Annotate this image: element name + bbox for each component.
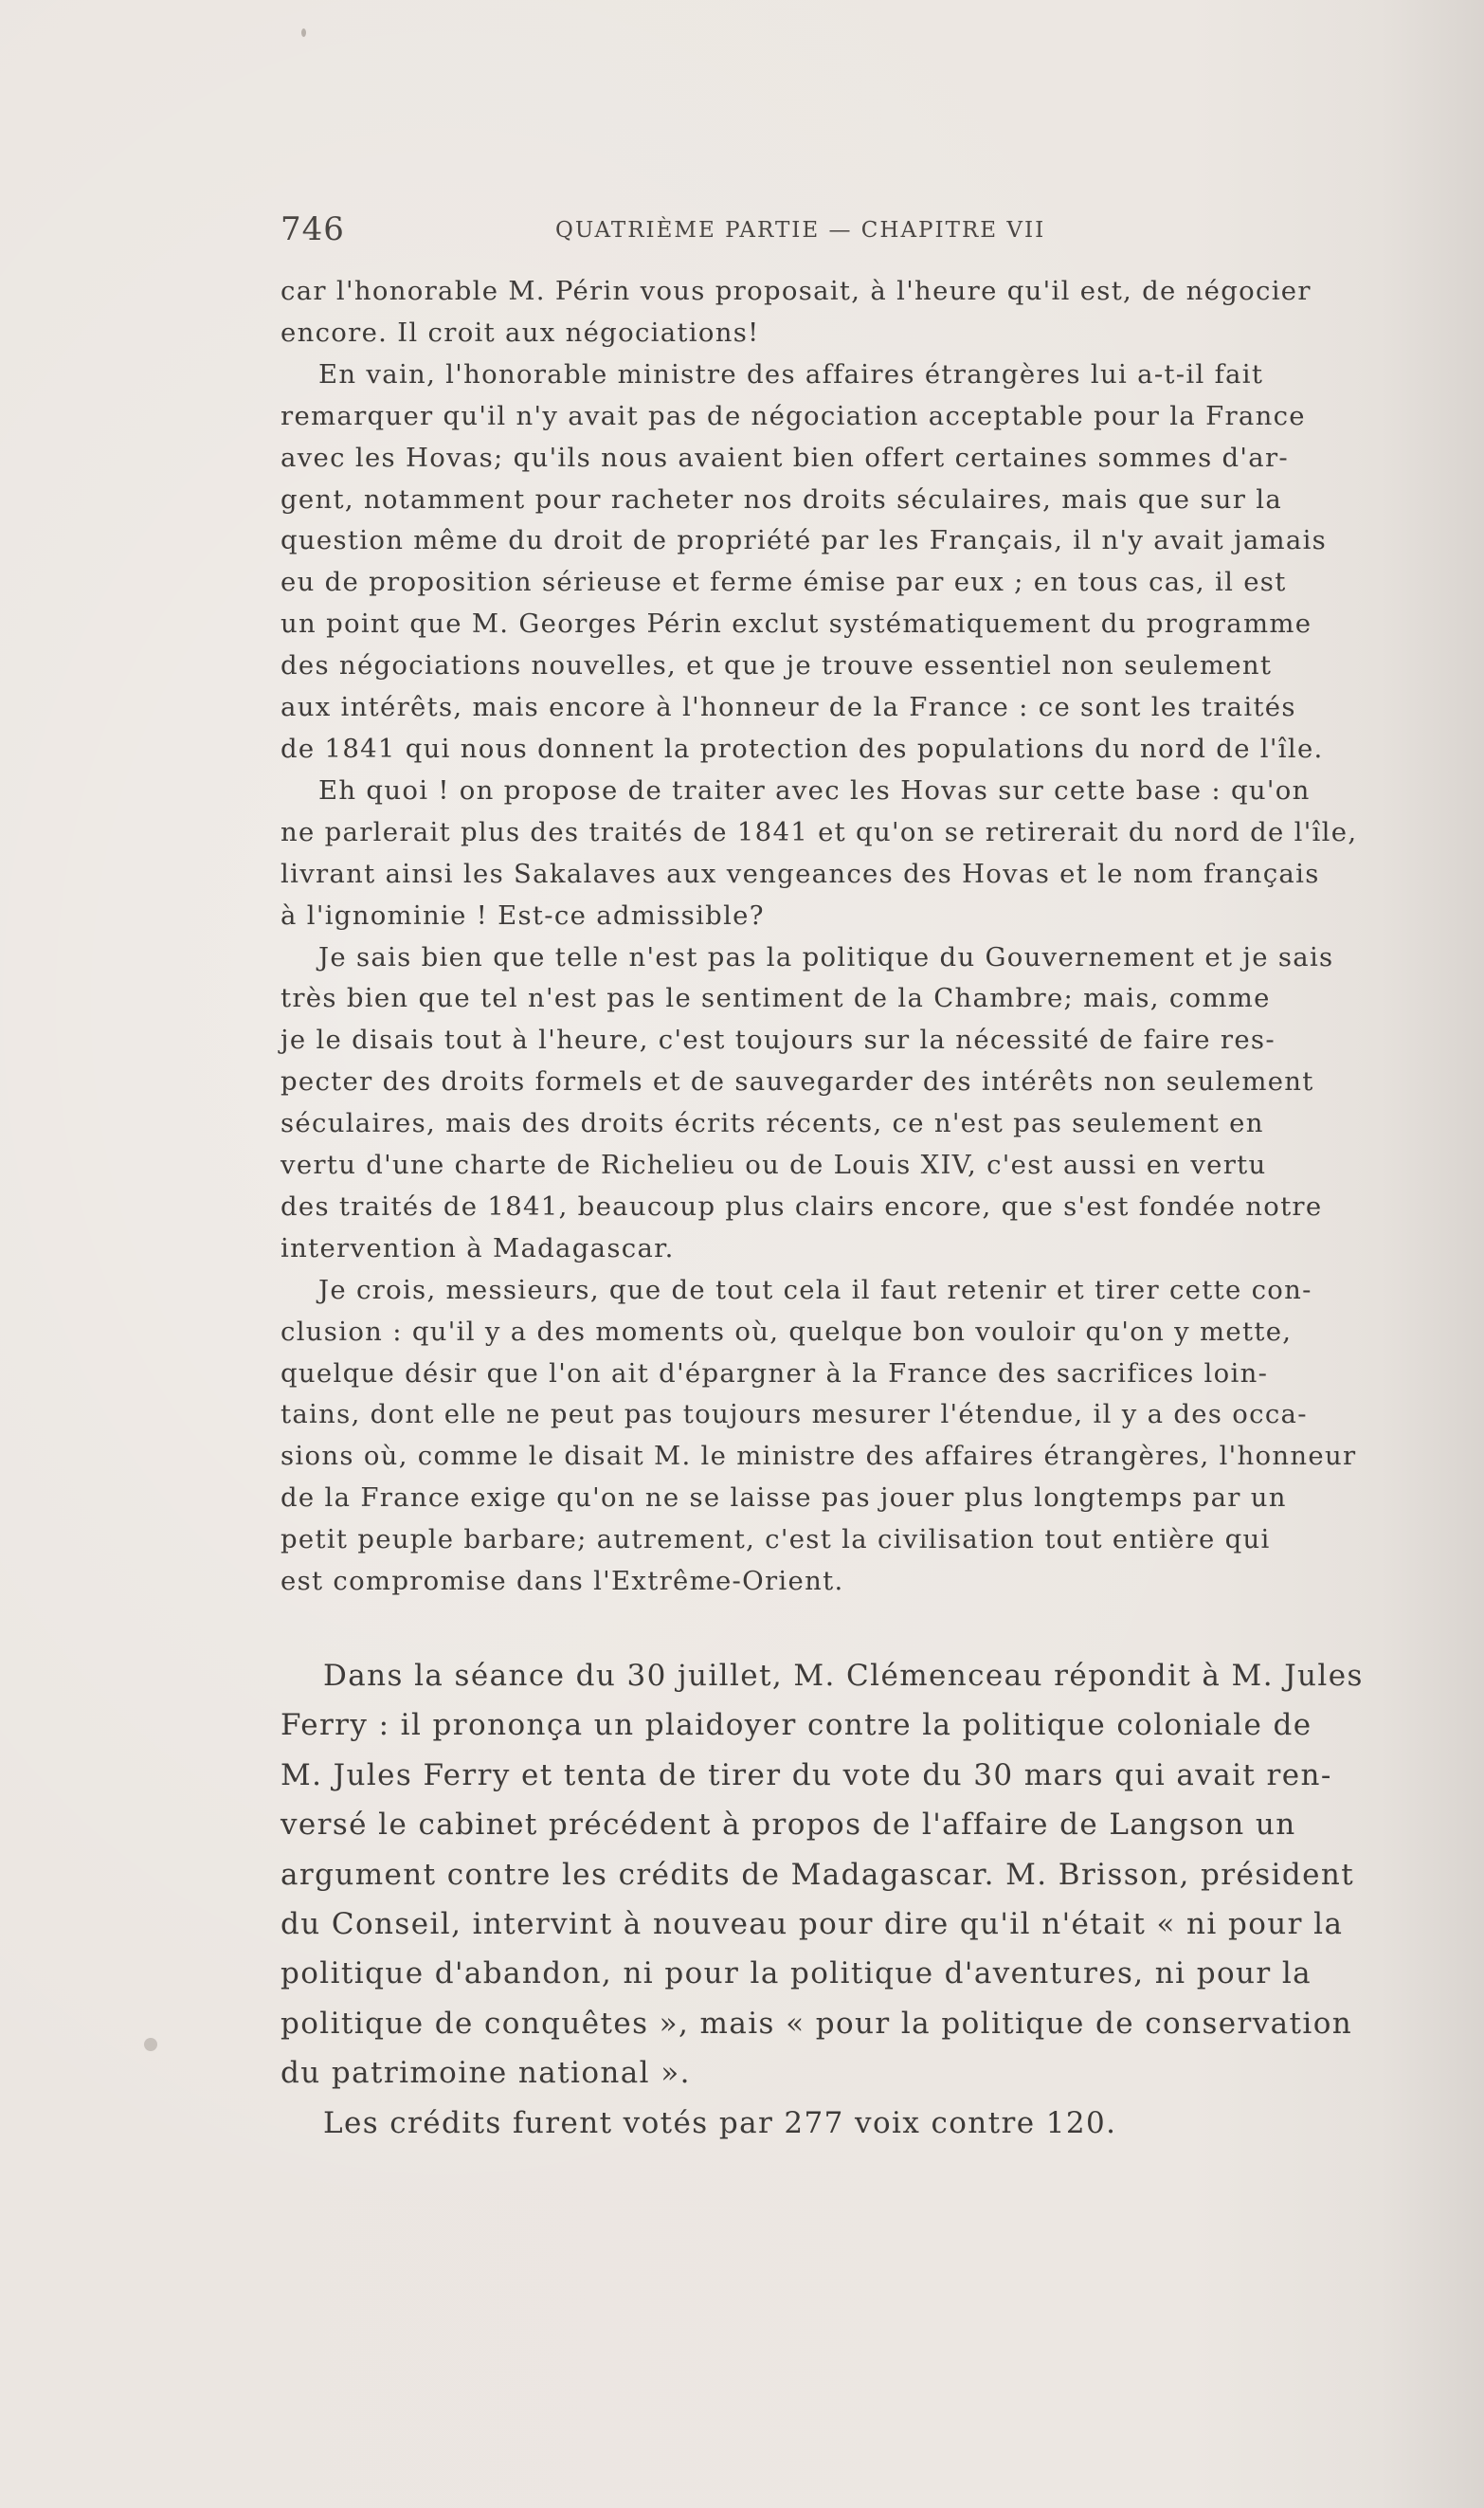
paper-speck [301, 28, 306, 37]
text-line: des traités de 1841, beaucoup plus clairs encore, que s'est fondée notre [281, 1190, 1323, 1222]
text-line: du patrimoine national ». [281, 2056, 691, 2091]
text-line: clusion : qu'il y a des moments où, quelque bon vouloir qu'on y mette, [281, 1316, 1293, 1347]
text-line: intervention à Madagascar. [281, 1232, 675, 1263]
narrative-block [281, 1651, 1418, 2148]
text-line: aux intérêts, mais encore à l'honneur de la France : ce sont les traités [281, 692, 1296, 723]
text-line: de 1841 qui nous donnent la protection des populations du nord de l'île. [281, 733, 1324, 764]
text-line: petit peuple barbare; autrement, c'est la civilisation tout entière qui [281, 1524, 1271, 1555]
text-line: En vain, l'honorable ministre des affaires étrangères lui a-t-il fait [318, 358, 1264, 390]
text-line: est compromise dans l'Extrême-Orient. [281, 1566, 844, 1597]
text-line: tains, dont elle ne peut pas toujours mesurer l'étendue, il y a des occa- [281, 1399, 1308, 1430]
text-line: des négociations nouvelles, et que je trouve essentiel non seulement [281, 650, 1273, 682]
text-line: à l'ignominie ! Est-ce admissible? [281, 900, 765, 931]
quoted-speech-block [281, 271, 1418, 1603]
text-line: versé le cabinet précédent à propos de l'affaire de Langson un [281, 1808, 1296, 1843]
text-line: pecter des droits formels et de sauvegarder des intérêts non seulement [281, 1066, 1314, 1098]
text-line: livrant ainsi les Sakalaves aux vengeances des Hovas et le nom français [281, 858, 1320, 889]
text-line: Les crédits furent votés par 277 voix contre 120. [323, 2105, 1117, 2140]
text-line: Dans la séance du 30 juillet, M. Clémenceau répondit à M. Jules [323, 1659, 1364, 1693]
text-line: Je sais bien que telle n'est pas la politique du Gouvernement et je sais [318, 941, 1334, 972]
page-header [281, 210, 1437, 248]
text-line: Je crois, messieurs, que de tout cela il faut retenir et tirer cette con- [318, 1274, 1312, 1305]
running-head: QUATRIÈME PARTIE — CHAPITRE VII [555, 218, 1046, 243]
text-line: gent, notamment pour racheter nos droits séculaires, mais que sur la [281, 483, 1283, 515]
text-line: quelque désir que l'on ait d'épargner à la France des sacrifices loin- [281, 1357, 1269, 1389]
page-number: 746 [281, 210, 345, 248]
text-line: vertu d'une charte de Richelieu ou de Louis XIV, c'est aussi en vertu [281, 1150, 1267, 1181]
text-line: politique de conquêtes », mais « pour la politique de conservation [281, 2006, 1353, 2041]
text-line: ne parlerait plus des traités de 1841 et qu'on se retirerait du nord de l'île, [281, 816, 1358, 847]
text-line: M. Jules Ferry et tenta de tirer du vote du 30 mars qui avait ren- [281, 1757, 1332, 1792]
text-line: politique d'abandon, ni pour la politique d'aventures, ni pour la [281, 1956, 1312, 1991]
text-line: séculaires, mais des droits écrits récents, ce n'est pas seulement en [281, 1108, 1264, 1139]
text-line: car l'honorable M. Périn vous proposait, à l'heure qu'il est, de négocier [281, 276, 1312, 306]
text-line: eu de proposition sérieuse et ferme émise par eux ; en tous cas, il est [281, 567, 1287, 598]
text-line: Eh quoi ! on propose de traiter avec les Hovas sur cette base : qu'on [318, 774, 1311, 806]
text-line: je le disais tout à l'heure, c'est toujours sur la nécessité de faire res- [281, 1025, 1276, 1056]
text-line: question même du droit de propriété par les Français, il n'y avait jamais [281, 525, 1328, 556]
text-line: encore. Il croit aux négociations! [281, 317, 760, 348]
text-line: avec les Hovas; qu'ils nous avaient bien offert certaines sommes d'ar- [281, 442, 1290, 473]
paper-speck [144, 2038, 157, 2051]
text-line: sions où, comme le disait M. le ministre des affaires étrangères, l'honneur [281, 1441, 1357, 1472]
text-line: argument contre les crédits de Madagascar. M. Brisson, président [281, 1857, 1355, 1892]
text-line: du Conseil, intervint à nouveau pour dire qu'il n'était « ni pour la [281, 1907, 1344, 1942]
text-line: très bien que tel n'est pas le sentiment de la Chambre; mais, comme [281, 983, 1271, 1014]
text-line: Ferry : il prononça un plaidoyer contre la politique coloniale de [281, 1708, 1312, 1743]
text-line: un point que M. Georges Périn exclut systématiquement du programme [281, 609, 1312, 640]
text-line: remarquer qu'il n'y avait pas de négociation acceptable pour la France [281, 400, 1306, 431]
text-line: de la France exige qu'on ne se laisse pas jouer plus longtemps par un [281, 1482, 1287, 1514]
